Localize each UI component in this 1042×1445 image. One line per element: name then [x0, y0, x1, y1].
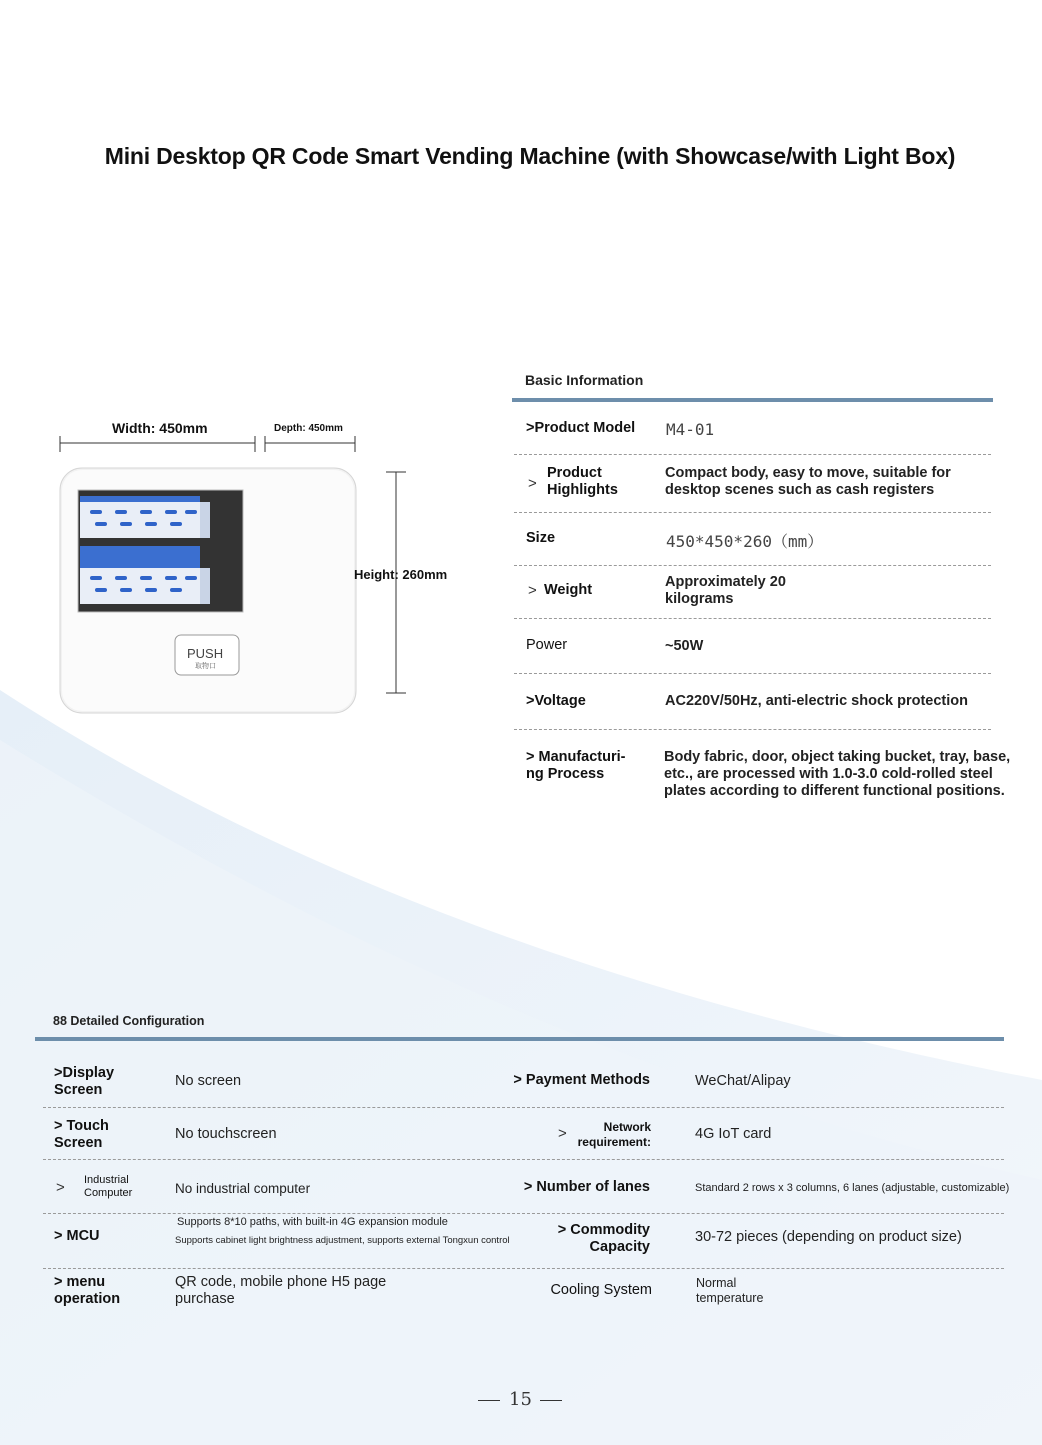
basic-row-value: 450*450*260（mm）: [666, 532, 824, 551]
depth-label: Depth: 450mm: [274, 423, 343, 434]
config-heading: 88 Detailed Configuration: [53, 1014, 205, 1028]
basic-row-label: Weight: [544, 582, 593, 598]
page-number-line-left: [478, 1400, 500, 1401]
basic-row-label: Power: [526, 637, 568, 653]
config-value: No touchscreen: [175, 1126, 277, 1142]
config-label: > Number of lanes: [523, 1179, 650, 1195]
config-bar: [35, 1037, 1004, 1041]
config-label: >Display Screen: [54, 1065, 115, 1098]
basic-row-label: Size: [526, 530, 556, 546]
page-number: 15: [509, 1389, 532, 1410]
height-label: Height: 260mm: [354, 567, 448, 582]
config-label: > Commodity Capacity: [557, 1222, 650, 1255]
push-sub-label: 取物口: [195, 663, 216, 670]
config-label: Industrial Computer: [84, 1174, 133, 1199]
chevron-icon: >: [56, 1179, 65, 1196]
basic-row-label: >Voltage: [526, 693, 586, 709]
basic-row-value: ~50W: [665, 638, 704, 654]
basic-row-value: Approximately 20 kilograms: [665, 574, 786, 607]
config-value: Supports 8*10 paths, with built-in 4G expansion module: [177, 1216, 448, 1228]
row-divider: [514, 729, 991, 730]
row-divider: [43, 1213, 1004, 1214]
product-figure: [40, 410, 470, 730]
chevron-icon: >: [528, 582, 537, 599]
row-divider: [514, 512, 991, 513]
basic-info-bar: [512, 398, 993, 402]
basic-row-value: Body fabric, door, object taking bucket, tray, base, etc., are processed with 1.0-3.0 cold-rolled steel plates according to different functional positions.: [664, 749, 1011, 799]
page-number-line-right: [540, 1400, 562, 1401]
row-divider: [514, 565, 991, 566]
basic-row-value: M4-01: [666, 420, 715, 439]
config-label: Cooling System: [550, 1282, 652, 1298]
width-label: Width: 450mm: [112, 420, 208, 436]
config-value-secondary: Supports cabinet light brightness adjustment, supports external Tongxun control: [175, 1235, 510, 1246]
config-value: 4G IoT card: [695, 1126, 772, 1142]
config-value: 30-72 pieces (depending on product size): [695, 1229, 962, 1245]
row-divider: [43, 1159, 1004, 1160]
config-value: QR code, mobile phone H5 page purchase: [175, 1274, 387, 1307]
row-divider: [43, 1268, 1004, 1269]
row-divider: [514, 618, 991, 619]
row-divider: [514, 454, 991, 455]
config-label: > Payment Methods: [513, 1072, 650, 1088]
row-divider: [43, 1107, 1004, 1108]
config-value: Standard 2 rows x 3 columns, 6 lanes (adjustable, customizable): [695, 1182, 1010, 1194]
push-label: PUSH: [187, 646, 224, 661]
basic-row-value: AC220V/50Hz, anti-electric shock protection: [665, 693, 968, 709]
basic-row-value: Compact body, easy to move, suitable for desktop scenes such as cash registers: [665, 465, 951, 498]
config-value: No industrial computer: [175, 1181, 311, 1196]
config-label: Network requirement:: [577, 1120, 651, 1149]
chevron-icon: >: [558, 1125, 567, 1142]
basic-row-label: >Product Model: [526, 420, 636, 436]
chevron-icon: >: [528, 475, 537, 492]
basic-row-label: > Manufacturi-ng Process: [526, 749, 626, 782]
config-label: > MCU: [54, 1228, 100, 1244]
config-label: > Touch Screen: [54, 1118, 109, 1151]
config-value: No screen: [175, 1073, 242, 1089]
basic-row-label: Product Highlights: [547, 465, 618, 498]
config-label: > menu operation: [54, 1274, 121, 1307]
page-title: Mini Desktop QR Code Smart Vending Machine (with Showcase/with Light Box): [104, 143, 956, 169]
basic-info-heading: Basic Information: [525, 372, 644, 388]
config-value: WeChat/Alipay: [695, 1073, 791, 1089]
row-divider: [514, 673, 991, 674]
config-value: Normal temperature: [696, 1276, 764, 1305]
